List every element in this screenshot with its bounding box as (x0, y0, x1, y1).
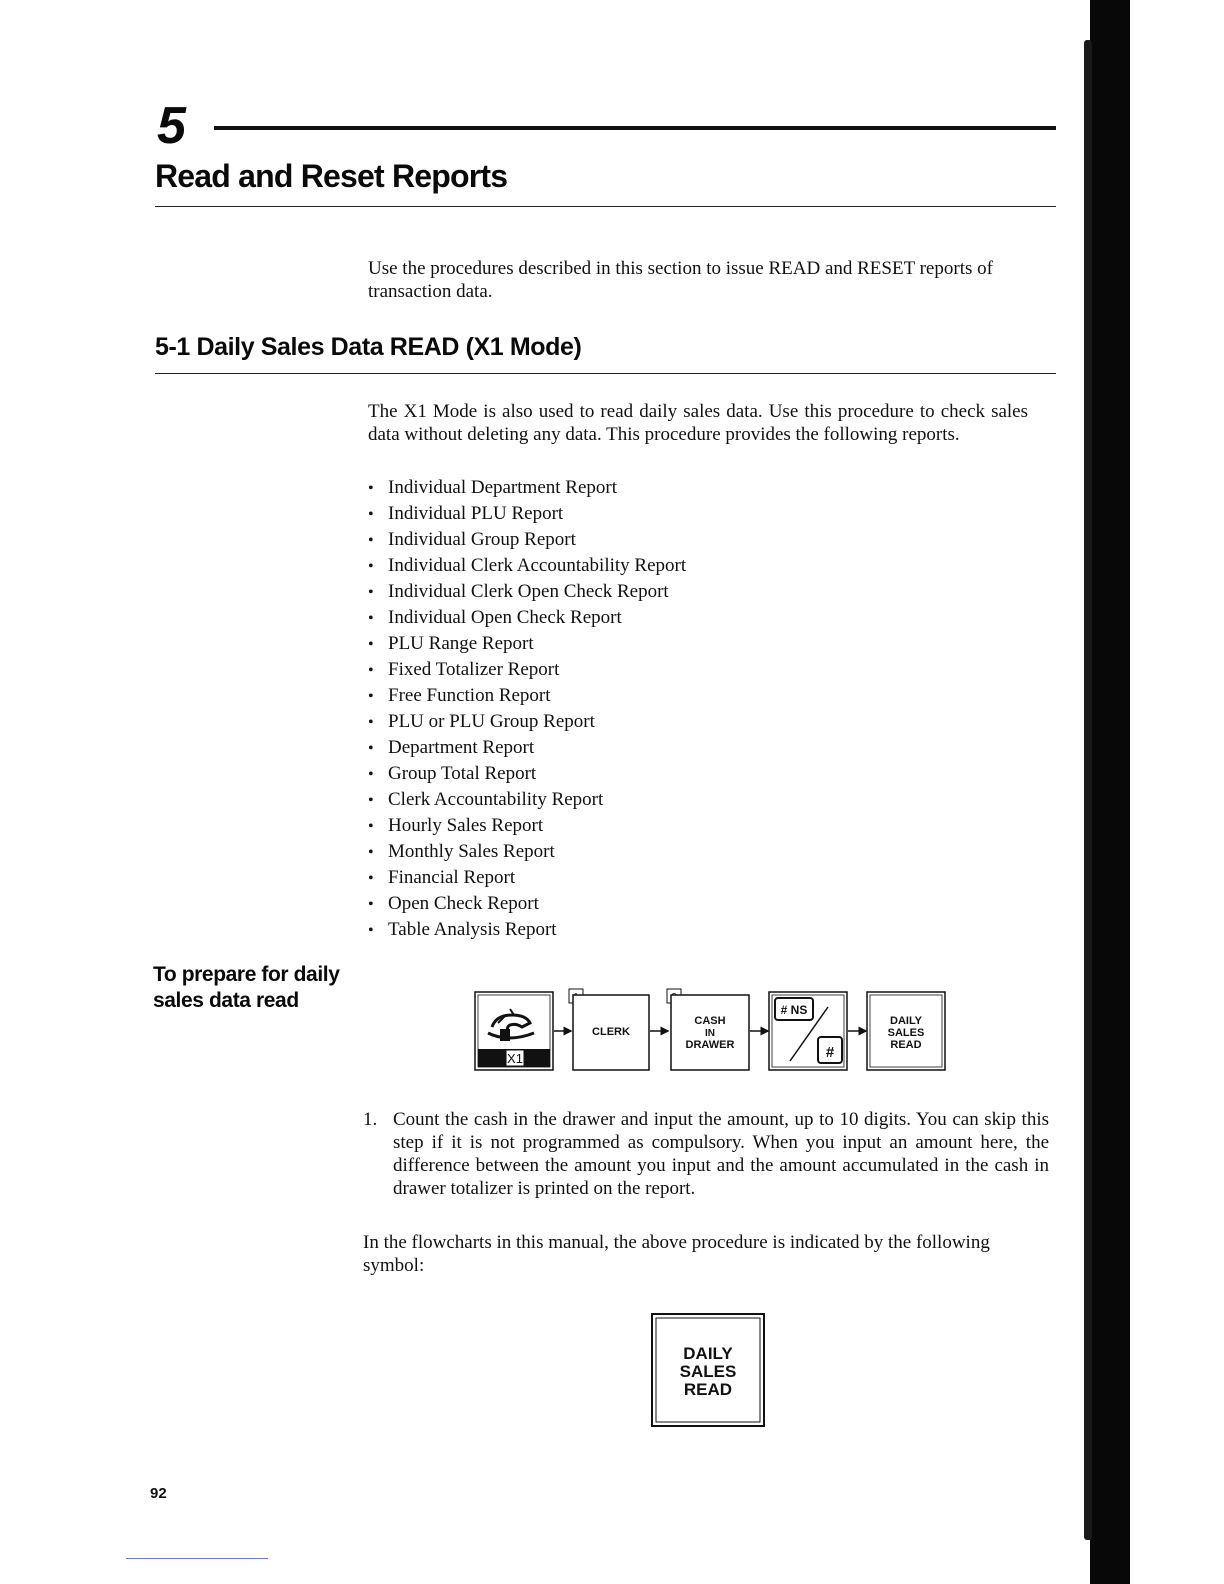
list-item: • Group Total Report (368, 761, 686, 787)
side-heading: To prepare for daily sales data read (153, 963, 340, 1012)
clerk-label: CLERK (592, 1026, 630, 1038)
title-divider (155, 206, 1056, 207)
chapter-rule (214, 126, 1056, 130)
daily-sales-read-box (867, 992, 945, 1070)
section-paragraph: The X1 Mode is also used to read daily sales data. Use this procedure to check sales data without deleting any data. This procedure provides the following reports. (368, 401, 1028, 445)
section-title: 5-1 Daily Sales Data READ (X1 Mode) (155, 333, 582, 361)
section-divider (155, 373, 1056, 374)
hash-key-label: # (825, 1044, 835, 1061)
list-item: • Table Analysis Report (368, 917, 686, 943)
flowchart-note: In the flowcharts in this manual, the above procedure is indicated by the following symbol: (363, 1232, 990, 1276)
list-item: • Fixed Totalizer Report (368, 657, 686, 683)
list-item: • Department Report (368, 735, 686, 761)
clerk-box (569, 989, 649, 1070)
report-list (368, 475, 686, 943)
chapter-title: Read and Reset Reports (155, 158, 508, 194)
result-label-line-3: READ (890, 1039, 922, 1051)
symbol-label-line-1: DAILY (683, 1344, 733, 1363)
list-item: • Individual Group Report (368, 527, 686, 553)
list-item: • Individual Clerk Open Check Report (368, 579, 686, 605)
symbol-label-line-2: SALES (679, 1362, 737, 1381)
cash-in-drawer-box (667, 989, 749, 1070)
step-1 (363, 1108, 1049, 1200)
ns-key-label: # NS (780, 1003, 808, 1017)
list-item: • Individual Open Check Report (368, 605, 686, 631)
chapter-number: 5 (157, 97, 186, 155)
page-number: 92 (150, 1485, 167, 1502)
list-item: • Open Check Report (368, 891, 686, 917)
mode-label: X1 (507, 1051, 523, 1066)
cash-label-line-2: IN (705, 1028, 715, 1039)
list-item: • Financial Report (368, 865, 686, 891)
list-item: • Monthly Sales Report (368, 839, 686, 865)
page-edge-shadow (1090, 0, 1130, 1584)
list-item: • Individual Clerk Accountability Report (368, 553, 686, 579)
mode-key-box (475, 992, 553, 1070)
list-item: • PLU Range Report (368, 631, 686, 657)
step-number: 1. (363, 1109, 378, 1130)
intro-paragraph: Use the procedures described in this section to issue READ and RESET reports of transaction data. (368, 258, 993, 302)
symbol-label-line-3: READ (683, 1380, 733, 1399)
ns-hash-key-box (769, 992, 847, 1070)
result-label-line-1: DAILY (890, 1015, 922, 1027)
flowchart (474, 985, 954, 1075)
list-item: • PLU or PLU Group Report (368, 709, 686, 735)
list-item: • Clerk Accountability Report (368, 787, 686, 813)
cash-label-line-3: DRAWER (685, 1039, 735, 1051)
step-text: Count the cash in the drawer and input the amount, up to 10 digits. You can skip this step if it is not programmed as compulsory. When you input an amount here, the difference between the amount you input and the amount accumulated in the cash in drawer totalizer is printed on the report. (393, 1109, 1049, 1199)
footer-line (126, 1558, 268, 1559)
list-item: • Free Function Report (368, 683, 686, 709)
cash-label-line-1: CASH (694, 1015, 726, 1027)
result-label-line-2: SALES (887, 1027, 925, 1039)
daily-sales-read-symbol (651, 1313, 765, 1427)
list-item: • Hourly Sales Report (368, 813, 686, 839)
list-item: • Individual Department Report (368, 475, 686, 501)
list-item: • Individual PLU Report (368, 501, 686, 527)
